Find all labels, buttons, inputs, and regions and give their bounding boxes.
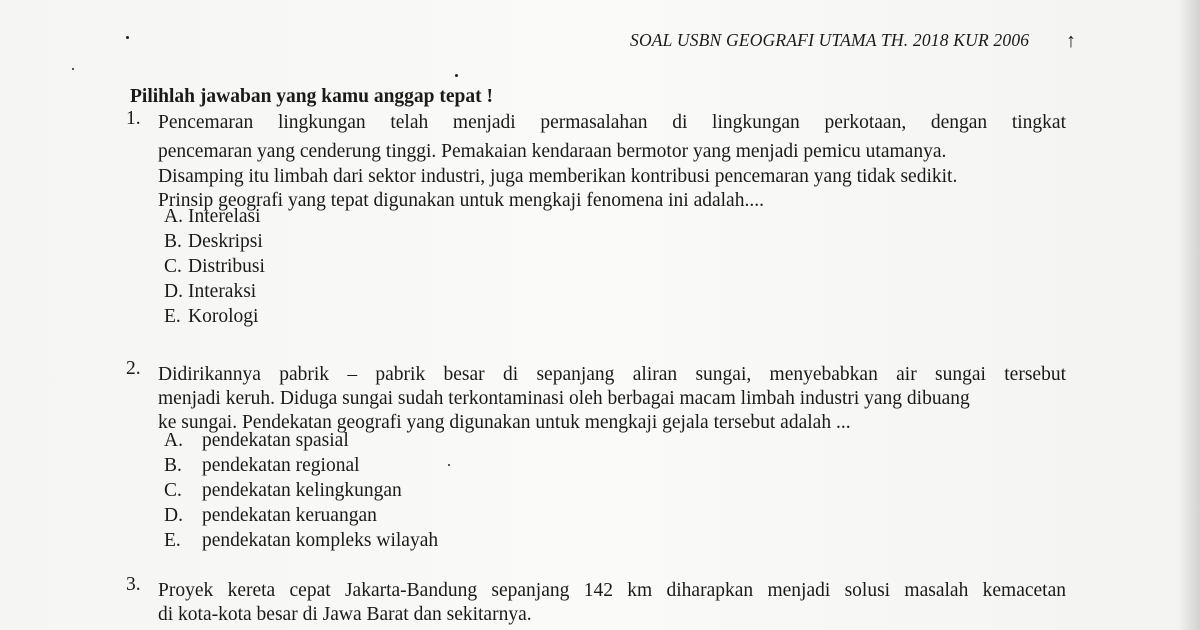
answer-option-d: [164, 505, 377, 527]
option-letter: A.: [164, 430, 183, 451]
corner-mark: ↑: [1066, 30, 1076, 52]
exam-header: SOAL USBN GEOGRAFI UTAMA TH. 2018 KUR 2006: [630, 30, 1030, 50]
question-text-line: Didirikannya pabrik – pabrik besar di sepanjang aliran sungai, menyebabkan air sungai tersebut: [158, 364, 1066, 385]
page-edge-shadow: [1178, 0, 1200, 630]
option-letter: E.: [164, 530, 181, 551]
answer-option-e: [164, 306, 258, 328]
scan-speck: [72, 68, 74, 70]
option-letter: A.: [164, 206, 183, 227]
option-text: pendekatan kelingkungan: [202, 480, 402, 501]
option-text: pendekatan regional: [202, 455, 360, 476]
question-text-line: menjadi keruh. Diduga sungai sudah terkontaminasi oleh berbagai macam limbah industri yang dibuang: [158, 388, 970, 409]
option-letter: C.: [164, 256, 182, 277]
option-text: Deskripsi: [188, 231, 263, 252]
answer-option-b: [164, 455, 360, 477]
option-letter: C.: [164, 480, 182, 501]
option-text: Interelasi: [188, 206, 261, 227]
question-text-line: Disamping itu limbah dari sektor industri, juga memberikan kontribusi pencemaran yang tidak sedikit.: [158, 166, 958, 187]
question-text-line: pencemaran yang cenderung tinggi. Pemakaian kendaraan bermotor yang menjadi pemicu utamanya.: [158, 141, 947, 162]
question-text-line: di kota-kota besar di Jawa Barat dan sekitarnya.: [158, 604, 532, 625]
answer-option-c: [164, 256, 265, 278]
option-letter: B.: [164, 231, 182, 252]
question-text-line: Prinsip geografi yang tepat digunakan untuk mengkaji fenomena ini adalah....: [158, 190, 764, 211]
option-text: Distribusi: [188, 256, 265, 277]
question-text-line: Proyek kereta cepat Jakarta-Bandung sepanjang 142 km diharapkan menjadi solusi masalah kemacetan: [158, 580, 1066, 601]
option-letter: D.: [164, 281, 183, 302]
option-text: Korologi: [188, 306, 259, 327]
scan-speck: [448, 464, 450, 466]
option-text: pendekatan keruangan: [202, 505, 377, 526]
question-number: 3.: [126, 574, 141, 595]
option-letter: E.: [164, 306, 181, 327]
question-number: 2.: [126, 358, 141, 379]
scan-speck: [455, 74, 458, 77]
option-text: pendekatan kompleks wilayah: [202, 530, 439, 551]
scan-speck: [126, 36, 129, 39]
option-letter: B.: [164, 455, 182, 476]
question-text-line: ke sungai. Pendekatan geografi yang digunakan untuk mengkaji gejala tersebut adalah ...: [158, 412, 851, 433]
instruction: Pilihlah jawaban yang kamu anggap tepat !: [130, 86, 493, 107]
answer-option-b: [164, 231, 263, 253]
option-text: Interaksi: [188, 281, 257, 302]
option-letter: D.: [164, 505, 183, 526]
answer-option-a: [164, 206, 261, 228]
question-number: 1.: [126, 108, 141, 129]
answer-option-e: [164, 530, 438, 552]
answer-option-d: [164, 281, 256, 303]
answer-option-c: [164, 480, 402, 502]
question-text-line: Pencemaran lingkungan telah menjadi permasalahan di lingkungan perkotaan, dengan tingkat: [158, 112, 1066, 133]
option-text: pendekatan spasial: [202, 430, 349, 451]
answer-option-a: [164, 430, 349, 452]
